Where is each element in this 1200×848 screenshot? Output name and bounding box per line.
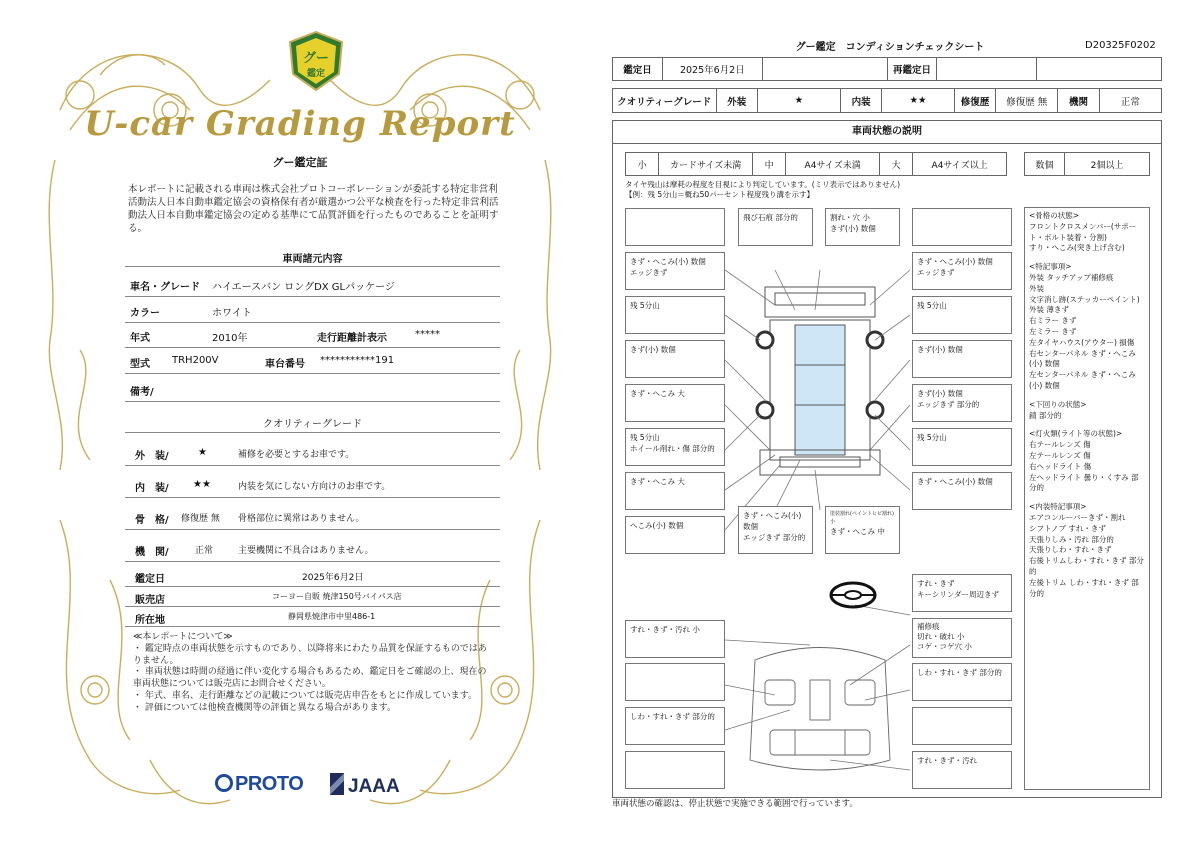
proto-logo: PROTO [215, 773, 303, 796]
spec-row-model: 型式 TRH200V 車台番号 ***********191 [125, 348, 500, 374]
spec-header: 車両諸元内容 [282, 254, 343, 265]
interior-box-right-3 [912, 707, 1012, 745]
damage-box-left-6: きず・へこみ 大 [625, 472, 725, 510]
report-title: U-car Grading Report [84, 104, 516, 144]
damage-box-top-left [625, 208, 725, 246]
vehicle-state-title: 車両状態の説明 [612, 120, 1162, 144]
svg-text:グー: グー [302, 51, 330, 66]
damage-box-right-3: きず(小) 数個 [912, 340, 1012, 378]
steering-wheel-icon [828, 580, 878, 610]
goo-kantei-logo [287, 30, 345, 92]
car-interior-diagram [740, 640, 900, 780]
spec-row-year: 年式 2010年 走行距離計表示 ***** [125, 322, 500, 348]
interior-box-steering: すれ・きず キーシリンダー周辺きず [912, 574, 1012, 612]
appraisal-date: 鑑定日 2025年6月2日 [125, 565, 500, 587]
grade-exterior: 外 装/ ★ 補修を必要とするお車です。 [125, 440, 500, 466]
footer-note: 車両状態の確認は、停止状態で実施できる範囲で行っています。 [612, 799, 858, 809]
damage-box-left-7: へこみ(小) 数個 [625, 516, 725, 554]
dealer: 販売店 コーヨー自販 焼津150号バイパス店 [125, 587, 500, 607]
grade-interior: 内 装/ ★★ 内装を気にしない方向けのお車です。 [125, 472, 500, 498]
interior-box-right-2: しわ・すれ・きず 部分的 [912, 663, 1012, 701]
grade-frame: 骨 格/ 修復歴 無 骨格部位に異常はありません。 [125, 504, 500, 530]
spec-row-color: カラー ホワイト [125, 297, 500, 323]
damage-box-rear-right: 塗装割れ(ペイントヒビ割れ) 小 きず・へこみ 中 [825, 506, 900, 554]
quality-header: クオリティーグレード [263, 419, 362, 430]
damage-size-legend: 小 カードサイズ未満 中 A4サイズ未満 大 A4サイズ以上 [625, 152, 1007, 176]
svg-text:鑑定: 鑑定 [306, 69, 326, 79]
damage-box-right-6: きず・へこみ(小) 数個 [912, 472, 1012, 510]
damage-box-right-5: 残 5分山 [912, 428, 1012, 466]
dealer-location: 所在地 静岡県焼津市中里486-1 [125, 607, 500, 627]
damage-box-rear-left: きず・へこみ(小) 数個 エッジきず 部分的 [738, 506, 813, 554]
appraisal-dates-table: 鑑定日 2025年6月2日 再鑑定日 [612, 57, 1162, 81]
damage-box-left-4: きず・へこみ 大 [625, 384, 725, 422]
condition-check-sheet [600, 0, 1200, 848]
damage-box-front-center-left: 飛び石痕 部分的 [738, 208, 813, 246]
report-notes: ≪本レポートについて≫ ・ 鑑定時点の車両状態を示すものであり、以降将来にわたり品質を保証するものではありません。 ・ 車両状態は時間の経過に伴い変化する場合もあるため、鑑定日をご確認の上、現在の車両状態については販売店にお問合せください。 ・ 年式、車名、走行距離などの記載については販売店申告をもとに作成しています。 ・ 評価については他検査機関等の評価と異なる場合があります。 [133, 632, 487, 713]
sheet-title: グー鑑定 コンディションチェックシート [795, 42, 985, 53]
interior-box-left-4 [625, 751, 725, 789]
grade-engine: 機 関/ 正常 主要機関に不具合はありません。 [125, 536, 500, 562]
damage-box-right-2: 残 5分山 [912, 296, 1012, 334]
damage-box-left-1: きず・へこみ(小) 数個 エッジきず [625, 252, 725, 290]
special-notes-panel: <骨格の状態> フロントクロスメンバー(サポート・ボルト装着・分割) すり・へこみ(突き上げ含む) <特記事項> 外装 タッチアップ補修痕 外装 文字消し跡(ステッカーペイント) 外装 薄きず 右ミラー きず 左ミラー きず 左タイヤハウス(アウター) 損傷 右センターパネル きず・へこみ(小) 数個 左センターパネル きず・へこみ(小) 数個 <下回りの状態> 錆 部分的 <灯火類(ライト等の状態)> 右テールレンズ 傷 左テールレンズ 傷 右ヘッドライト 傷 左ヘッドライト 曇り・くすみ 部分的 <内装特記事項> エアコンルーバーきず・割れ シフトノブ すれ・きず 天張りしみ・汚れ 部分的 天張りしわ・すれ・きず 右後トリムしわ・すれ・きず 部分的 左後トリム しわ・すれ・きず 部分的 [1024, 207, 1150, 790]
spec-row-name: 車名・グレード ハイエースバン ロングDX GLパッケージ [125, 271, 500, 297]
interior-box-left-3: しわ・すれ・きず 部分的 [625, 707, 725, 745]
interior-box-right-1: 補修痕 切れ・破れ 小 コゲ・コゲ穴 小 [912, 618, 1012, 658]
damage-box-right-1: きず・へこみ(小) 数個 エッジきず [912, 252, 1012, 290]
damage-box-left-5: 残 5分山 ホイール削れ・傷 部分的 [625, 428, 725, 466]
spec-row-remarks: 備考/ [125, 376, 500, 402]
certificate-statement: 本レポートに記載される車両は株式会社プロトコーポレーションが委託する特定非営利活動法人日本自動車鑑定協会の資格保有者が厳選かつ公平な検査を行った特定非営利活動法人日本自動車鑑定協会の定める基準にて品質評価を行ったものであることを証明する。 [128, 184, 499, 234]
document-id: D20325F0202 [1085, 40, 1156, 51]
interior-box-right-4: すれ・きず・汚れ [912, 751, 1012, 789]
damage-box-front-center-right: 割れ・穴 小 きず(小) 数個 [825, 208, 900, 246]
count-legend: 数個 2個以上 [1024, 152, 1150, 176]
damage-box-top-right [912, 208, 1012, 246]
damage-box-left-3: きず(小) 数個 [625, 340, 725, 378]
damage-box-right-4: きず(小) 数個 エッジきず 部分的 [912, 384, 1012, 422]
interior-box-left-1: すれ・きず・汚れ 小 [625, 620, 725, 658]
interior-box-left-2 [625, 663, 725, 701]
certificate-title: グー鑑定証 [272, 156, 328, 169]
damage-box-left-2: 残 5分山 [625, 296, 725, 334]
quality-grade-table: クオリティーグレード 外装 ★ 内装 ★★ 修復歴 修復歴 無 機関 正常 [612, 88, 1162, 113]
tire-note: タイヤ残山は摩耗の程度を目視により判定しています。(ミリ表示ではありません) 【例：残 5分山＝概ね50パーセント程度残り溝を示す】 [625, 180, 901, 199]
jaaa-logo: JAAA [330, 773, 400, 798]
